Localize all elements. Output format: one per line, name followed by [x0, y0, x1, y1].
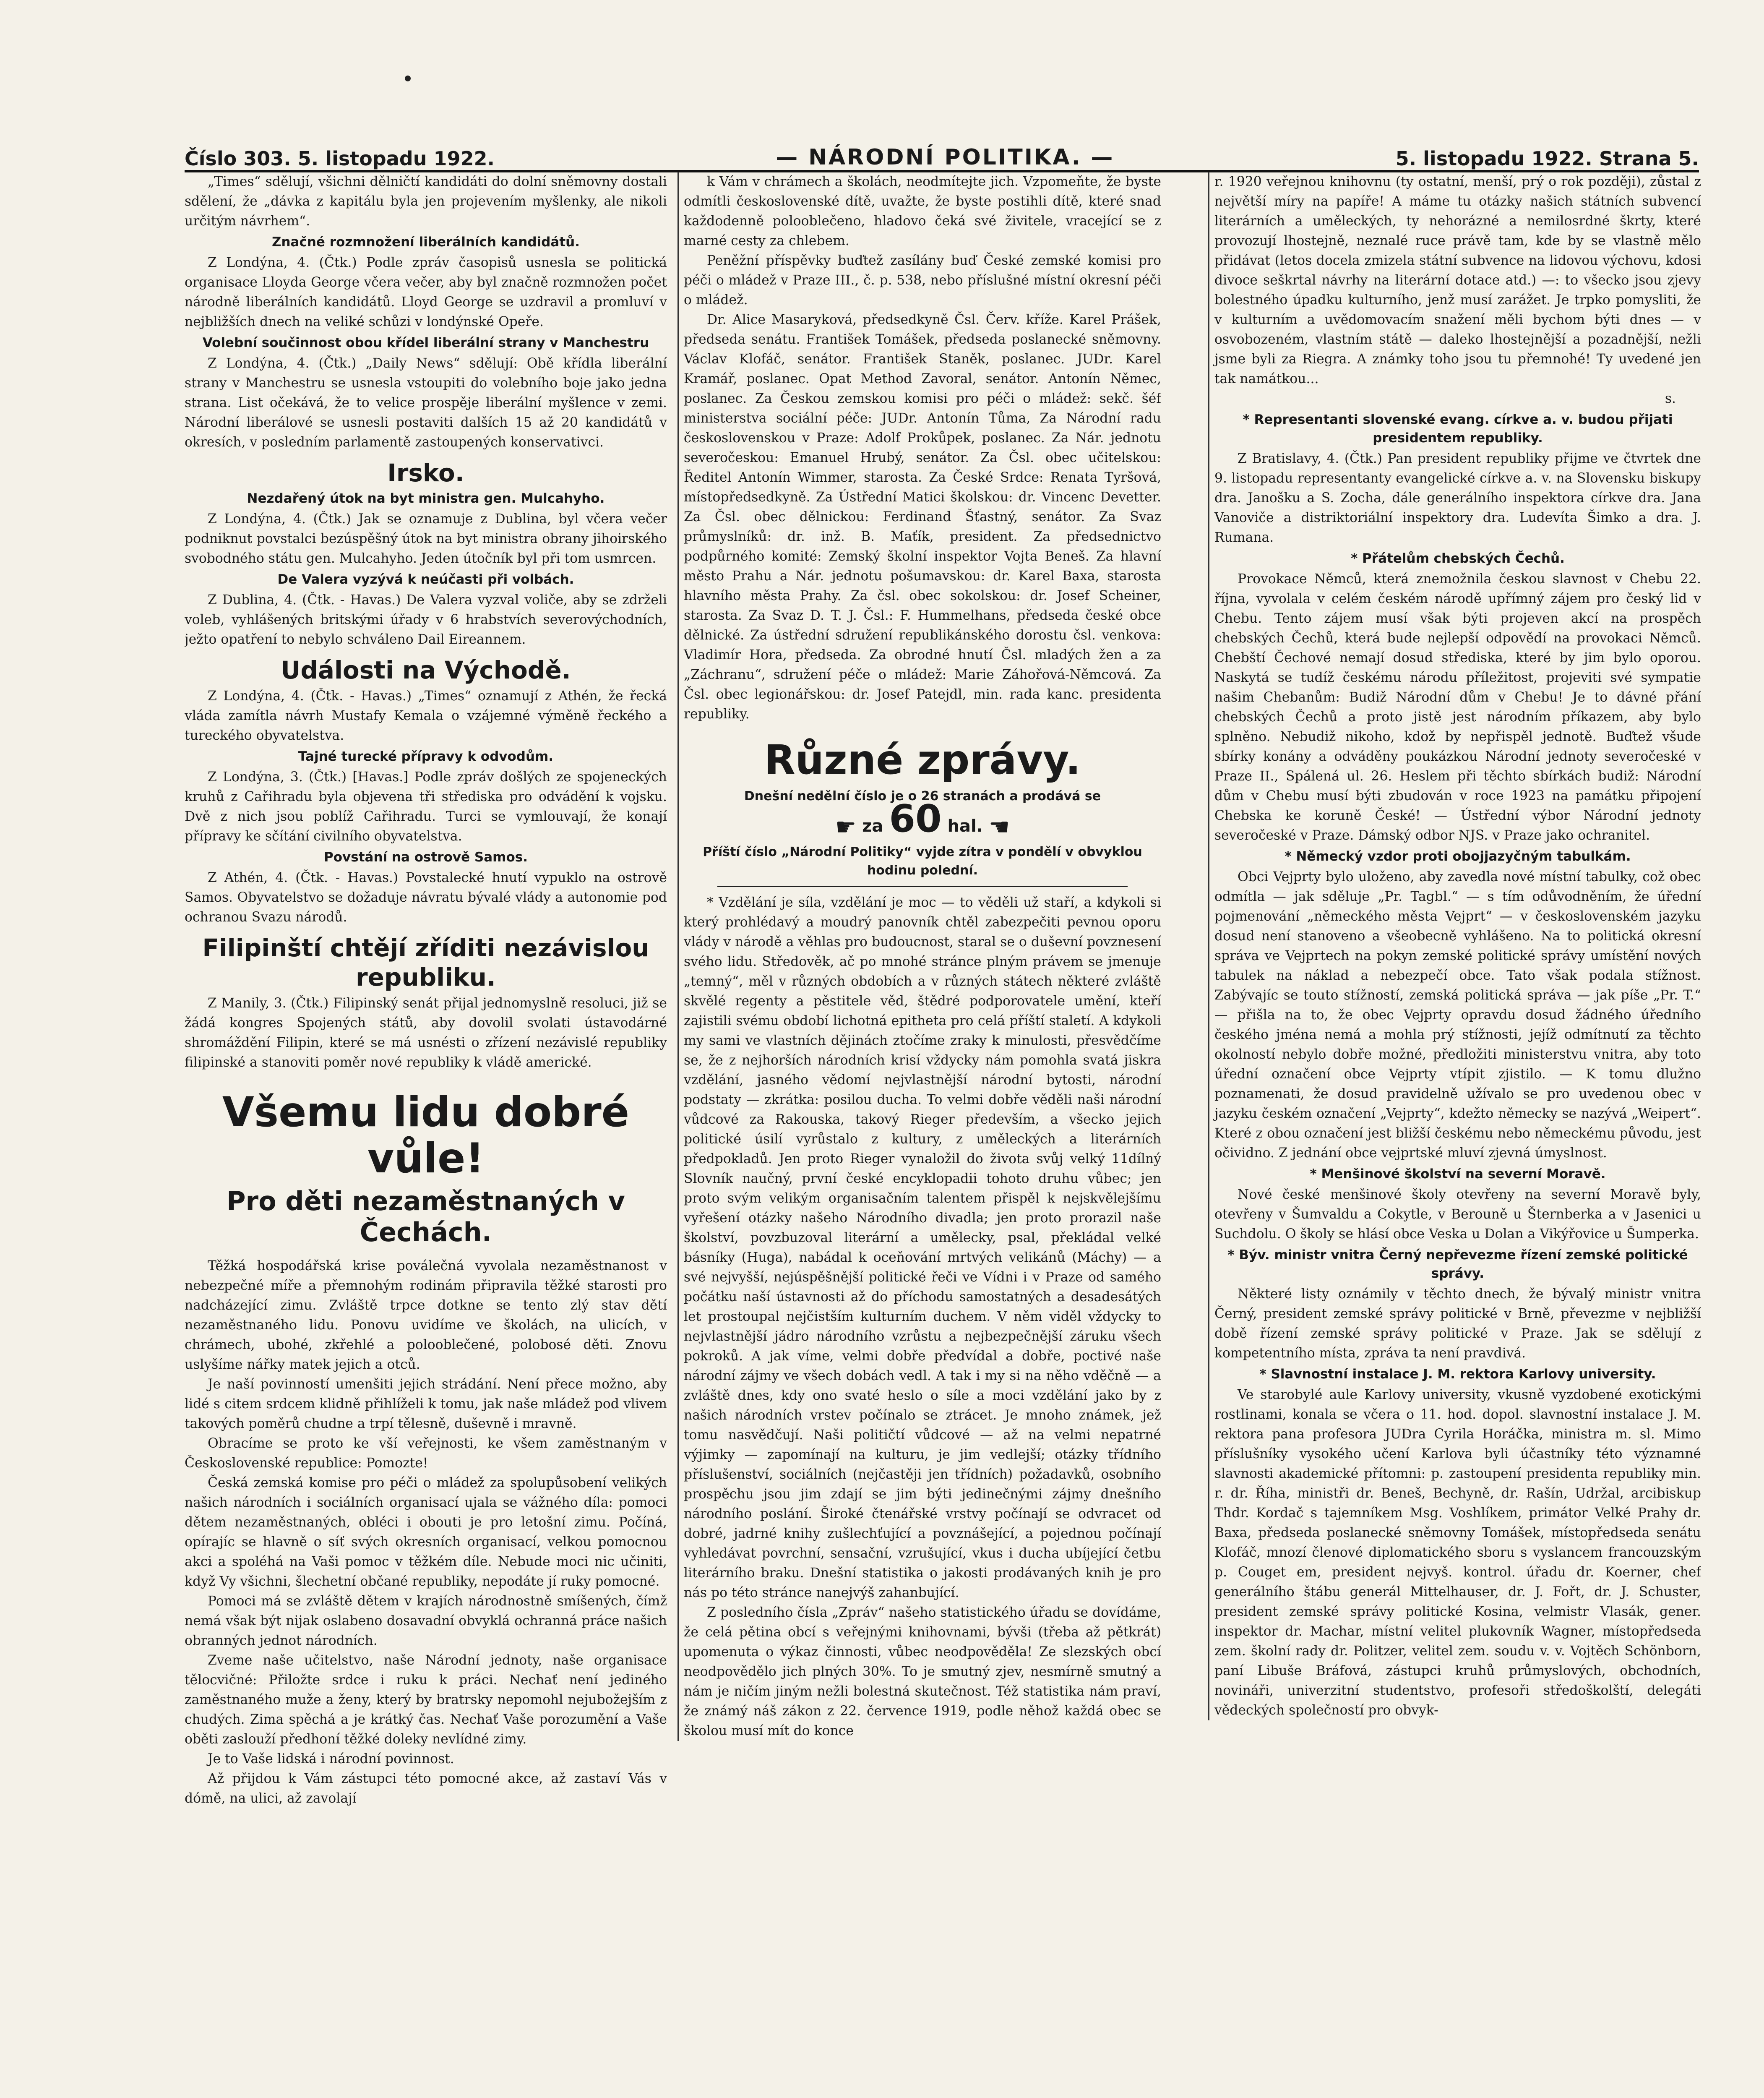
- article-text: Obracíme se proto ke vší veřejnosti, ke všem zaměstnaným v Československé republice: Pomozte!: [185, 1436, 667, 1471]
- divider: [717, 886, 1128, 887]
- article-text: Ve starobylé aule Karlovy university, vkusně vyzdobené exotickými rostlinami, konala se včera o 11. hod. dopol. slavnostní instalace J. M. rektora pana profesora JUDra Cyrila Horáčka, ministra m. sl. Mimo příslušníky vysokého učení Karlova byli účastníky této významné slavnosti akademické přítomni: p. zastoupení presidenta republiky min. r. dr. Říha, ministři dr. Beneš, Bechyně, dr. Rašín, Udržal, arcibiskup Thdr. Kordač s tajemníkem Msg. Voshlíkem, primátor Velké Prahy dr. Baxa, předseda poslanecké sněmovny Tomášek, místopředseda senátu Klofáč, mnozí členové diplomatického sboru s vyslancem francouzským p. Couget em, president nejvyš. kontrol. úřadu dr. Koerner, chef generálního štábu generál Mittelhauser, dr. J. Fořt, dr. J. Schuster, president zemské správy politické Kosina, velmistr Vlasák, gener. inspektor dr. Machar, místní velitel plukovník Wagner, místopředseda zem. školní rady dr. Politzer, velitel zem. soudu v. v. Vojtěch Schönborn, paní Libuše Bráfová, zástupci kruhů průmyslových, obchodních, novináři, univerzitní studentstvo, profesoři středoškolští, delegáti vědeckých společností pro obvyk-: [1214, 1387, 1701, 1718]
- article-heading: Tajné turecké přípravy k odvodům.: [298, 749, 554, 764]
- notice-line: Dnešní nedělní číslo je o 26 stranách a prodává se: [744, 789, 1101, 804]
- ink-speck: [405, 76, 411, 81]
- article-signature: s.: [1665, 391, 1676, 406]
- article-heading: Volební součinnost obou křídel liberální strany v Manchestru: [202, 335, 649, 350]
- article-text: Zveme naše učitelstvo, naše Národní jednoty, naše organisace tělocvičné: Přiložte srdce i ruku k práci. Nechať není jediného zaměstnaného muže a ženy, který by bratrsky nepomohl nejubožejším z chudých. Zima spěchá a je krátký čas. Nechať Vaše porozumění a Vaše oběti zaslouží předhoní těžké doleky nevlídné zimy.: [185, 1653, 667, 1747]
- article-text: k Vám v chrámech a školách, neodmítejte jich. Vzpomeňte, že byste odmítli československé dítě, uvažte, že byste postihli dítě, které snad každodenně polooblečeno, hladovo čeká své živitele, vracející se z marné cesty za chlebem.: [684, 174, 1161, 248]
- price-value: 60: [889, 797, 942, 841]
- article-text: Provokace Němců, která znemožnila českou slavnost v Chebu 22. října, vyvolala v celém českém národě upřímný zájem pro český lid v Chebu. Tento zájem musí však býti projeven akcí na prospěch chebských Čechů, která bude nejlepší odpovědí na provokaci Němců. Chebští Čechové nemají dosud střediska, které by jim bylo oporou. Naskytá se tudíž českému národu příležitost, projeviti své sympatie našim Chebanům: Budiž Národní dům v Chebu! Je to dávné přání chebských Čechů a proto jistě jest národním příkazem, aby bylo splněno. Nebudiž nikoho, kdož by nepřispěl jednotě. Buďtež všude sbírky konány a odváděny poukázkou Národní jednoty severočeské v Praze II., Spálená ul. 26. Heslem při těchto sbírkách budiž: Národní dům v Chebu musí býti zbudován v roce 1923 na památku připojení Chebska ke koruně České! — Ústřední výbor Národní jednoty severočeské v Praze. Dámský odbor NJS. v Praze jako ochranitel.: [1214, 571, 1701, 843]
- price-notice: [684, 797, 1161, 841]
- article-text: Z Londýna, 4. (Čtk. - Havas.) „Times“ oznamují z Athén, že řecká vláda zamítla návrh Mustafy Kemala o vzájemné výměně řeckého a tureckého obyvatelstva.: [185, 689, 667, 743]
- article-text: Nové české menšinové školy otevřeny na severní Moravě byly, otevřeny v Šumvaldu a Cokytle, v Berouně u Šternberka a v Jasenici u Suchdolu. O školy se hlásí obce Veska u Dolan a Vikýřovice u Šumperka.: [1214, 1187, 1701, 1242]
- price-prefix: za: [862, 817, 883, 836]
- notice-line: Příští číslo „Národní Politiky“ vyjde zítra v pondělí v obvyklou hodinu polední.: [703, 844, 1142, 878]
- article-text: Z Londýna, 4. (Čtk.) Podle zpráv časopisů usnesla se politická organisace Lloyda George včera večer, aby byl značně rozmnožen počet národně liberálních kandidátů. Lloyd George se uzdravil a promluví v nejbližších dnech na veliké schůzi v londýnské Opeře.: [185, 255, 667, 329]
- appeal-subtitle: Pro děti nezaměstnaných v Čechách.: [227, 1186, 625, 1247]
- page-header: [185, 136, 1699, 172]
- article-heading: * Menšinové školství na severní Moravě.: [1310, 1166, 1606, 1182]
- signatories: Dr. Alice Masaryková, předsedkyně Čsl. Červ. kříže. Karel Prášek, předseda senátu. František Tomášek, předseda poslanecké sněmovny. Václav Klofáč, senátor. František Staněk, poslanec. JUDr. Karel Kramář, poslanec. Opat Method Zavoral, senátor. Antonín Němec, poslanec. Za Českou zemskou komisi pro péči o mládež: sekč. šéf ministerstva sociální péče: JUDr. Antonín Tůma, Za Národní radu československou v Praze: Adolf Prokůpek, poslanec. Za Nár. jednotu severočeskou: Emanuel Hrubý, senátor. Za Čsl. obec učitelskou: Ředitel Antonín Wimmer, starosta. Za České Srdce: Renata Tyršová, místopředsedkyně. Za Ústřední Matici školskou: dr. Vincenc Devetter. Za Čsl. obec dělnickou: Ferdinand Šťastný, senátor. Za Svaz průmyslníků: dr. inž. B. Maťík, president. Za předsednictvo podpůrného komité: Zemský školní inspektor Vojta Beneš. Za hlavní město Prahu a Nár. jednotu pošumavskou: dr. Karel Baxa, starosta hlavního města Prahy. Za čsl. obec sokolskou: dr. Josef Scheiner, starosta. Za Svaz D. T. J. Čsl.: F. Hummelhans, předseda české obce dělnické. Za ústřední sdružení republikánského dorostu čsl. venkova: Vladimír Hora, předseda. Za obrodné hnutí Čsl. mladých žen a za „Záchranu“, sdružení péče o mládež: Marie Záhořová-Němcová. Za Čsl. obec legionářskou: dr. Josef Patejdl, min. rada kanc. presidenta republiky.: [684, 312, 1161, 722]
- article-text: Je to Vaše lidská i národní povinnost.: [208, 1751, 454, 1767]
- article-text: Z Londýna, 4. (Čtk.) Jak se oznamuje z Dublina, byl včera večer podniknut povstalci bezúspěšný útok na byt ministra obrany jihoirského svobodného státu gen. Mulcahyho. Jeden útočník byl při tom usmrcen.: [185, 511, 667, 566]
- article-text: Až přijdou k Vám zástupci této pomocné akce, až zastaví Vás v dómě, na ulici, až zavolají: [185, 1771, 667, 1806]
- article-heading: * Přátelům chebských Čechů.: [1351, 551, 1565, 566]
- article-text: Některé listy oznámily v těchto dnech, že bývalý ministr vnitra Černý, president zemské správy politické v Brně, převezme v nejbližší době řízení zemské správy politické v Praze. Jak se sdělují z kompetentního místa, zpráva ta není pravdivá.: [1214, 1286, 1701, 1361]
- article-text: Obci Vejprty bylo uloženo, aby zavedla nové místní tabulky, což obec odmítla — jak sděluje „Pr. Tagbl.“ — s tím odůvodněním, že úřední pojmenování „německého města Vejprt“ — v československém jazyku dosud není stanoveno a všeobecně vyhlášeno. Na to politická okresní správa ve Vejprtech na pokyn zemské politické správy umístění nových tabulek na náklad a nebezpečí obce. Tato však podala stížnost. Zabývajíc se touto stížností, zemská politická správa — jak píše „Pr. T.“ — přišla na to, že obec Vejprty opravdu dosud žádného úředního českého jména nemá a mohla prý stížnosti, jejíž odmítnutí za těchto okolností nebylo dobře možné, předložiti ministerstvu vnitra, aby toto úřední označení obce Vejprty vtípit zjistilo. — K tomu dlužno poznamenati, že dosud pravidelně užívalo se pro uvedenou obec v jazyku českém označení „Vejprty“, kdežto německy se nazývá „Weipert“. Které z obou označení jest bližší českému nebo německému původu, jest očividno. Z jednání obce vejprtské mluví zjevná úmyslnost.: [1214, 869, 1701, 1161]
- column-1: [185, 172, 667, 1808]
- article-heading: Nezdařený útok na byt ministra gen. Mulcahyho.: [247, 491, 605, 506]
- article-text: Z Londýna, 4. (Čtk.) „Daily News“ sdělují: Obě křídla liberální strany v Manchestru se usnesla vstoupiti do volebního boje jako jedna strana. List očekává, že to velice prospěje liberální myšlence v zemi. Národní liberálové se usnesli postaviti dalších 15 až 20 kandidátů v okresích, v posledním parlamentě zastoupených konservativci.: [185, 356, 667, 450]
- pointing-hand-icon: ☛: [835, 813, 857, 841]
- appeal-title: Všemu lidu dobré vůle!: [222, 1088, 630, 1182]
- section-heading: Události na Východě.: [281, 656, 571, 684]
- column-3: [1208, 172, 1701, 1720]
- article-heading: De Valera vyzývá k neúčasti při volbách.: [277, 572, 574, 587]
- article-text: Pomoci má se zvláště dětem v krajích národnostně smíšených, čímž nemá však být nijak oslabeno dosavadní obvyklá ochranná práce našich obranných jednot národních.: [185, 1594, 667, 1648]
- article-text: Z Dublina, 4. (Čtk. - Havas.) De Valera vyzval voliče, aby se zdrželi voleb, vyhlášených britskými úřady v 6 hrabstvích severovýchodních, ježto opatření to nebylo schváleno Dail Eireannem.: [185, 592, 667, 647]
- article-text: Z Athén, 4. (Čtk. - Havas.) Povstalecké hnutí vypuklo na ostrově Samos. Obyvatelstvo se dožaduje návratu bývalé vlády a autonomie pod ochranou Svazu národů.: [185, 870, 667, 925]
- masthead: — NÁRODNÍ POLITIKA. —: [776, 145, 1115, 170]
- article-text: Z posledního čísla „Zpráv“ našeho statistického úřadu se dovídáme, že celá pětina obcí s veřejnými knihovnami, bývši (třeba až pětkrát) upomenuta o výkaz činnosti, vůbec neodpověděla! Ze slezských obcí neodpovědělo jich plných 30%. To je smutný zjev, nesmírně smutný a nám je ničím jiným nežli bolestná skutečnost. Též statistika nám praví, že známý náš zákon z 22. července 1919, podle něhož každá obec se školou musí mít do konce: [684, 1605, 1161, 1738]
- article-heading: * Slavnostní instalace J. M. rektora Karlovy university.: [1259, 1367, 1656, 1382]
- article-text: Je naší povinností umenšiti jejich strádání. Není přece možno, aby lidé s citem srdcem klidně přihlíželi k tomu, jak naše mládež pod vlivem takových poměrů chudne a trpí tělesně, duševně i mravně.: [185, 1377, 667, 1431]
- header-issue: Číslo 303. 5. listopadu 1922.: [185, 147, 495, 170]
- article-text: Těžká hospodářská krise poválečná vyvolala nezaměstnanost v nebezpečné míře a přemnohým rodinám připravila těžké starosti pro nadcházející zimu. Zvláště trpce dotkne se tento zlý stav dětí nezaměstnaného lidu. Ponovu uvidíme ve školách, na ulicích, v chrámech, ubohé, zkřehlé a polooblečené, polobosé děti. Znovu uslyšíme nářky matek jejich a otců.: [185, 1258, 667, 1372]
- article-heading: * Representanti slovenské evang. církve a. v. budou přijati presidentem republiky.: [1243, 412, 1673, 446]
- section-heading: Filipinští chtějí zříditi nezávislou republiku.: [202, 934, 649, 992]
- article-heading: Značné rozmnožení liberálních kandidátů.: [271, 235, 580, 250]
- article-text: * Vzdělání je síla, vzdělání je moc — to věděli už staří, a kdykoli si který prohlédavý a moudrý panovník chtěl zabezpečiti pevnou oporu vlády v národě a věhlas pro budoucnost, staral se o duševní povznesení svého lidu. Středověk, ač po mnohé stránce plným právem se jmenuje „temný“, měl v různých obdobích a v různých státech některé zvláště skvělé regenty a pěstitele věd, štědré podporovatele umění, kteří zajistili svému období lichotná epitheta pro celá příští staletí. A kdykoli my sami ve vlastních dějinách ztočíme zraky k minulosti, přesvědčíme se, že z nejhorších národních krisí vždycky nám pomohla svatá jiskra vzdělání, jasného vědomí nejvlastnější národní bytosti, národní podstaty — zkrátka: posilou ducha. To velmi dobře věděli naši národní vůdcové za Rakouska, takový Rieger především, a všecko jejich politické úsilí vyrůstalo z kultury, z uměleckých a literárních předpokladů. Jen proto Rieger vynaložil do života svůj velký 11dílný Slovník naučný, první české encyklopadii tohoto druhu vůbec; jen proto svým velikým organisačním talentem přispěl k nejskvělejšímu vyřešení otázky našeho Národního divadla; jen proto prorazil naše školství, povzbuzoval literární a umělecky, psal, překládal velké básníky (Huga), nabádal k oceňování mrtvých velikánů (Máchy) — a své nejvyšší, nejúspěšnější politické řeči ve Vídni i v Praze od samého počátku naší ústavnosti až do příchodu samostatných a desadesátých let prostoupal nejčistším kulturním duchem. V něm viděl vždycky to nejvlastnější jádro národního vzrůstu a nejbezpečnější záruku všech pokroků. A jak víme, velmi dobře předvídal a dobře, poctivé naše národní zájmy ve všech dobách vedl. A tak i my si na něho vděčně — a zvláště dnes, kdy ono svaté heslo o síle a moci vzdělání jako by z našich národních vrstev počínalo se ztrácet. Je mnoho známek, jež tomu nasvědčují. Naši političtí vůdcové — až na velmi nepatrné výjimky — zapomínají na kulturu, je jim vedlejší; otázky třídního příslušenství, sociálních (nejčastěji jen třídních) požadavků, osobního prospěchu jsou jim zdají se jim býti jedinečnými zájmy dnešního národního poslání. Široké čtenářské vrstvy počínají se odvracet od dobré, jadrné knihy zušlechťující a povznášející, a pojednou počínají vyhledávat povrchní, sensační, vzrušující, vkus i ducha ubíjející četbu literárního braku. Dnešní statistika o jakosti prodávaných knih je pro nás po této stránce nanejvýš zahanbující.: [684, 895, 1161, 1600]
- pointing-hand-icon: ☚: [988, 813, 1010, 841]
- column-2: [677, 172, 1161, 1741]
- article-heading: * Německý vzdor proti obojjazyčným tabulkám.: [1285, 849, 1631, 864]
- article-text: Z Londýna, 3. (Čtk.) [Havas.] Podle zpráv došlých ze spojeneckých kruhů z Cařihradu byla objevena tři střediska pro odvádění k vojsku. Dvě z nich jsou poblíž Cařihradu. Turci se vymlouvají, že konají přípravy ke sčítání civilního obyvatelstva.: [185, 770, 667, 844]
- section-heading: Irsko.: [387, 459, 464, 487]
- article-heading: Povstání na ostrově Samos.: [324, 850, 528, 865]
- article-text: Z Bratislavy, 4. (Čtk.) Pan president republiky přijme ve čtvrtek dne 9. listopadu representanty evangelické církve a. v. na Slovensku biskupy dra. Janošku a S. Zocha, dále generálního inspektora církve dra. Jana Vanoviče a distriktoriální inspektory dra. Ludevíta Šimko a dra. J. Rumana.: [1214, 451, 1701, 545]
- article-text: r. 1920 veřejnou knihovnu (ty ostatní, menší, prý o rok později), zůstal z největší míry na papíře! A máme tu otázky našich státních subvencí literárních a uměleckých, ty nehorázné a nemilosrdné škrty, které provozují lhostejně, neznalé ruce právě tam, kde by se vlastně mělo přidávat (letos docela zmizela státní subvence na lidovou výchovu, kdosi divoce seškrtal návrhy na literární dotace atd.) —: to všecko jsou zjevy bolestného úpadku kulturního, jenž musí zarážet. Je trpko pomysliti, že v kulturním a uvědomovacím snažení měli bychom býti dnes — v osvobozeném, vlastním státě — daleko lhostejnější a pozadnější, nežli jsme byli za Riegra. A známky toho jsou tu přemnohé! Ty uvedené jen tak namátkou...: [1214, 174, 1701, 386]
- article-heading: * Býv. ministr vnitra Černý nepřevezme řízení zemské politické správy.: [1227, 1247, 1688, 1281]
- section-heading: Různé zprávy.: [764, 736, 1081, 783]
- article-text: Z Manily, 3. (Čtk.) Filipinský senát přijal jednomyslně resoluci, již se žádá kongres Spojených států, aby dovolil svolati ústavodárné shromáždění Filipin, které se má usnésti o zřízení nezávislé republiky filipinské a stanoviti poměr nové republiky k vládě americké.: [185, 996, 667, 1070]
- price-unit: hal.: [947, 817, 983, 836]
- article-text: „Times“ sdělují, všichni dělničtí kandidáti do dolní sněmovny dostali sdělení, že „dávka z kapitálu byla jen projevením myšlenky, ale nikoli určitým návrhem“.: [185, 174, 667, 229]
- article-text: Peněžní příspěvky buďtež zasílány buď České zemské komisi pro péči o mládež v Praze III., č. p. 538, nebo příslušné místní okresní péči o mládež.: [684, 253, 1161, 308]
- article-text: Česká zemská komise pro péči o mládež za spolupůsobení velikých našich národních i sociálních organisací ujala se vážného díla: pomoci dětem nezaměstnaných, obléci i obouti je pro letošní zimu. Počíná, opírajíc se hlavně o síť svých okresních organisací, velkou pomocnou akci a spoléhá na Vaši pomoc v těžkém díle. Nebude moci nic učiniti, když Vy všichni, šlechetní občané republiky, nepodáte jí ruky pomocné.: [185, 1475, 667, 1589]
- header-page: 5. listopadu 1922. Strana 5.: [1395, 147, 1699, 170]
